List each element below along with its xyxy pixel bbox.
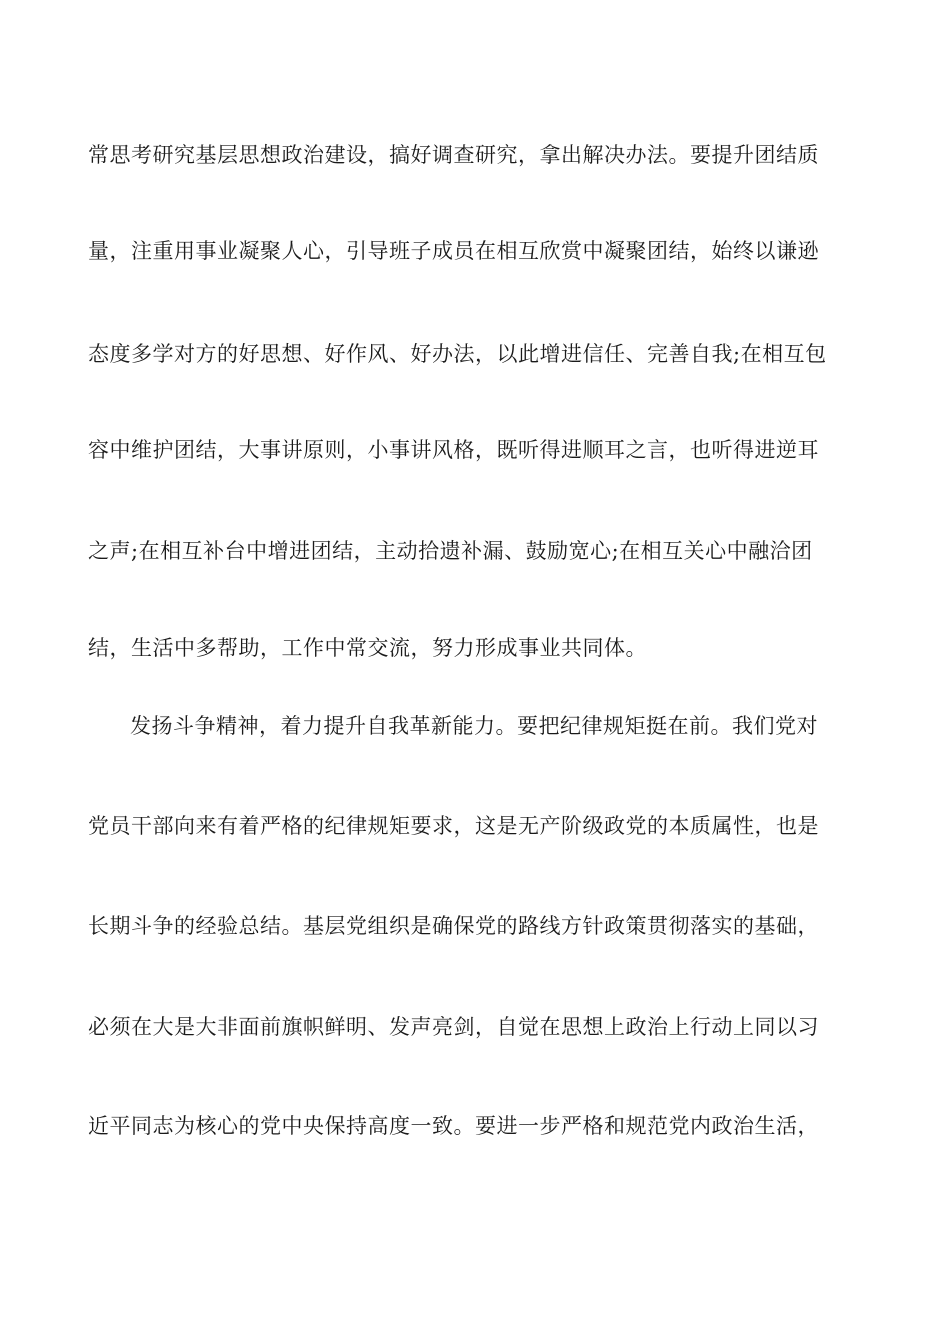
- text-line: 近平同志为核心的党中央保持高度一致。要进一步严格和规范党内政治生活，: [88, 1114, 819, 1138]
- text-line: 之声;在相互补台中增进团结，主动拾遗补漏、鼓励宽心;在相互关心中融洽团: [88, 539, 813, 563]
- text-line: 常思考研究基层思想政治建设，搞好调查研究，拿出解决办法。要提升团结质: [88, 143, 819, 167]
- text-line: 态度多学对方的好思想、好作风、好办法，以此增进信任、完善自我;在相互包: [88, 342, 827, 366]
- text-line: 量，注重用事业凝聚人心，引导班子成员在相互欣赏中凝聚团结，始终以谦逊: [88, 239, 819, 263]
- text-line: 容中维护团结，大事讲原则，小事讲风格，既听得进顺耳之言，也听得进逆耳: [88, 438, 819, 462]
- paragraph-first-line: 发扬斗争精神，着力提升自我革新能力。要把纪律规矩挺在前。我们党对: [130, 714, 818, 738]
- text-line: 长期斗争的经验总结。基层党组织是确保党的路线方针政策贯彻落实的基础，: [88, 914, 819, 938]
- text-line: 结，生活中多帮助，工作中常交流，努力形成事业共同体。: [88, 636, 647, 660]
- text-line: 党员干部向来有着严格的纪律规矩要求，这是无产阶级政党的本质属性，也是: [88, 814, 819, 838]
- text-line: 必须在大是大非面前旗帜鲜明、发声亮剑，自觉在思想上政治上行动上同以习: [88, 1015, 819, 1039]
